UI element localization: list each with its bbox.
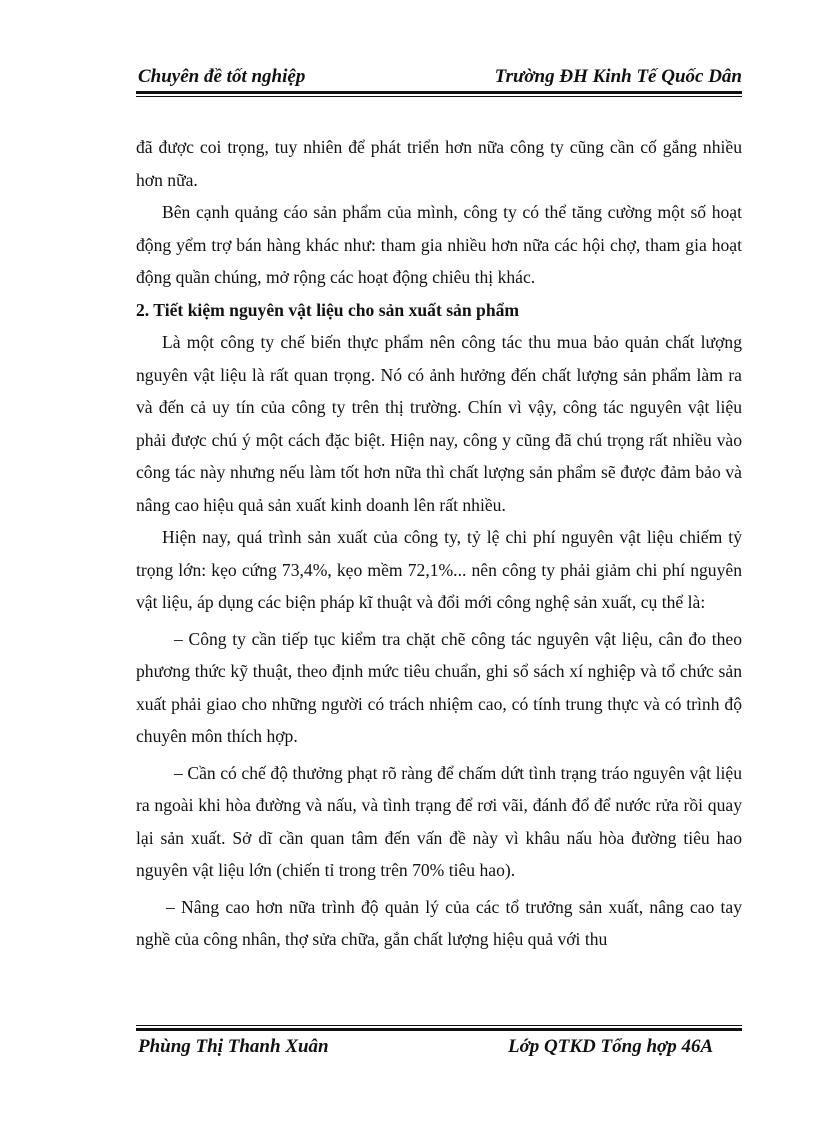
footer-rule-thin [136, 1025, 742, 1026]
page-header [136, 66, 742, 94]
header-rule-thin [136, 96, 742, 97]
bullet-reward-penalty: – Cần có chế độ thưởng phạt rõ ràng để chấm dứt tình trạng tráo nguyên vật liệu ra ngoài khi hòa đường và nấu, và tình trạng để rơi vãi, đánh đổ để nước rửa rồi quay lại sản xuất. Sở dĩ cần quan tâm đến vấn đề này vì khâu nấu hòa đường tiêu hao nguyên vật liệu lớn (chiến tỉ trong trên 70% tiêu hao). [136, 762, 742, 880]
page-body [136, 131, 742, 956]
paragraph-sales-support: Bên cạnh quảng cáo sản phẩm của mình, công ty có thể tăng cường một số hoạt động yểm trợ bán hàng khác như: tham gia nhiều hơn nữa các hội chợ, tham gia hoạt động quần chúng, mở rộng các hoạt động chiêu thị khác. [136, 202, 742, 287]
header-university: Trường ĐH Kinh Tế Quốc Dân [494, 66, 742, 87]
paragraph-material-importance: Là một công ty chế biến thực phẩm nên công tác thu mua bảo quản chất lượng nguyên vật liệu là rất quan trọng. Nó có ảnh hưởng đến chất lượng sản phẩm làm ra và đến cả uy tín của công ty trên thị trường. Chín vì vậy, công tác nguyên vật liệu phải được chú ý một cách đặc biệt. Hiện nay, công y cũng đã chú trọng rất nhiều vào công tác này nhưng nếu làm tốt hơn nữa thì chất lượng sản phẩm sẽ được đảm bảo và nâng cao hiệu quả sản xuất kinh doanh lên rất nhiều. [136, 332, 742, 515]
section-heading: 2. Tiết kiệm nguyên vật liệu cho sản xuất sản phẩm [136, 299, 520, 320]
bullet-inspection: – Công ty cần tiếp tục kiểm tra chặt chẽ công tác nguyên vật liệu, cân đo theo phương thức kỹ thuật, theo định mức tiêu chuẩn, ghi sổ sách xí nghiệp và tổ chức sản xuất phải giao cho những người có trách nhiệm cao, có tính trung thực và có trình độ chuyên môn thích hợp. [136, 628, 742, 746]
header-rule-thick [136, 91, 742, 94]
footer-class: Lớp QTKD Tổng hợp 46A [508, 1036, 714, 1057]
footer-author: Phùng Thị Thanh Xuân [138, 1036, 329, 1057]
header-document-type: Chuyên đề tốt nghiệp [138, 66, 306, 87]
page-footer [136, 1036, 742, 1064]
footer-rule-thick [136, 1028, 742, 1031]
paragraph-continuation: đã được coi trọng, tuy nhiên để phát triển hơn nữa công ty cũng cần cố gắng nhiều hơn nữa. [136, 137, 742, 190]
paragraph-cost-ratio: Hiện nay, quá trình sản xuất của công ty, tỷ lệ chi phí nguyên vật liệu chiếm tỷ trọng lớn: kẹo cứng 73,4%, kẹo mềm 72,1%... nên công ty phải giảm chi phí nguyên vật liệu, áp dụng các biện pháp kĩ thuật và đổi mới công nghệ sản xuất, cụ thể là: [136, 527, 742, 612]
bullet-management: – Nâng cao hơn nữa trình độ quản lý của các tổ trưởng sản xuất, nâng cao tay nghề của công nhân, thợ sửa chữa, gắn chất lượng hiệu quả với thu [136, 896, 742, 949]
